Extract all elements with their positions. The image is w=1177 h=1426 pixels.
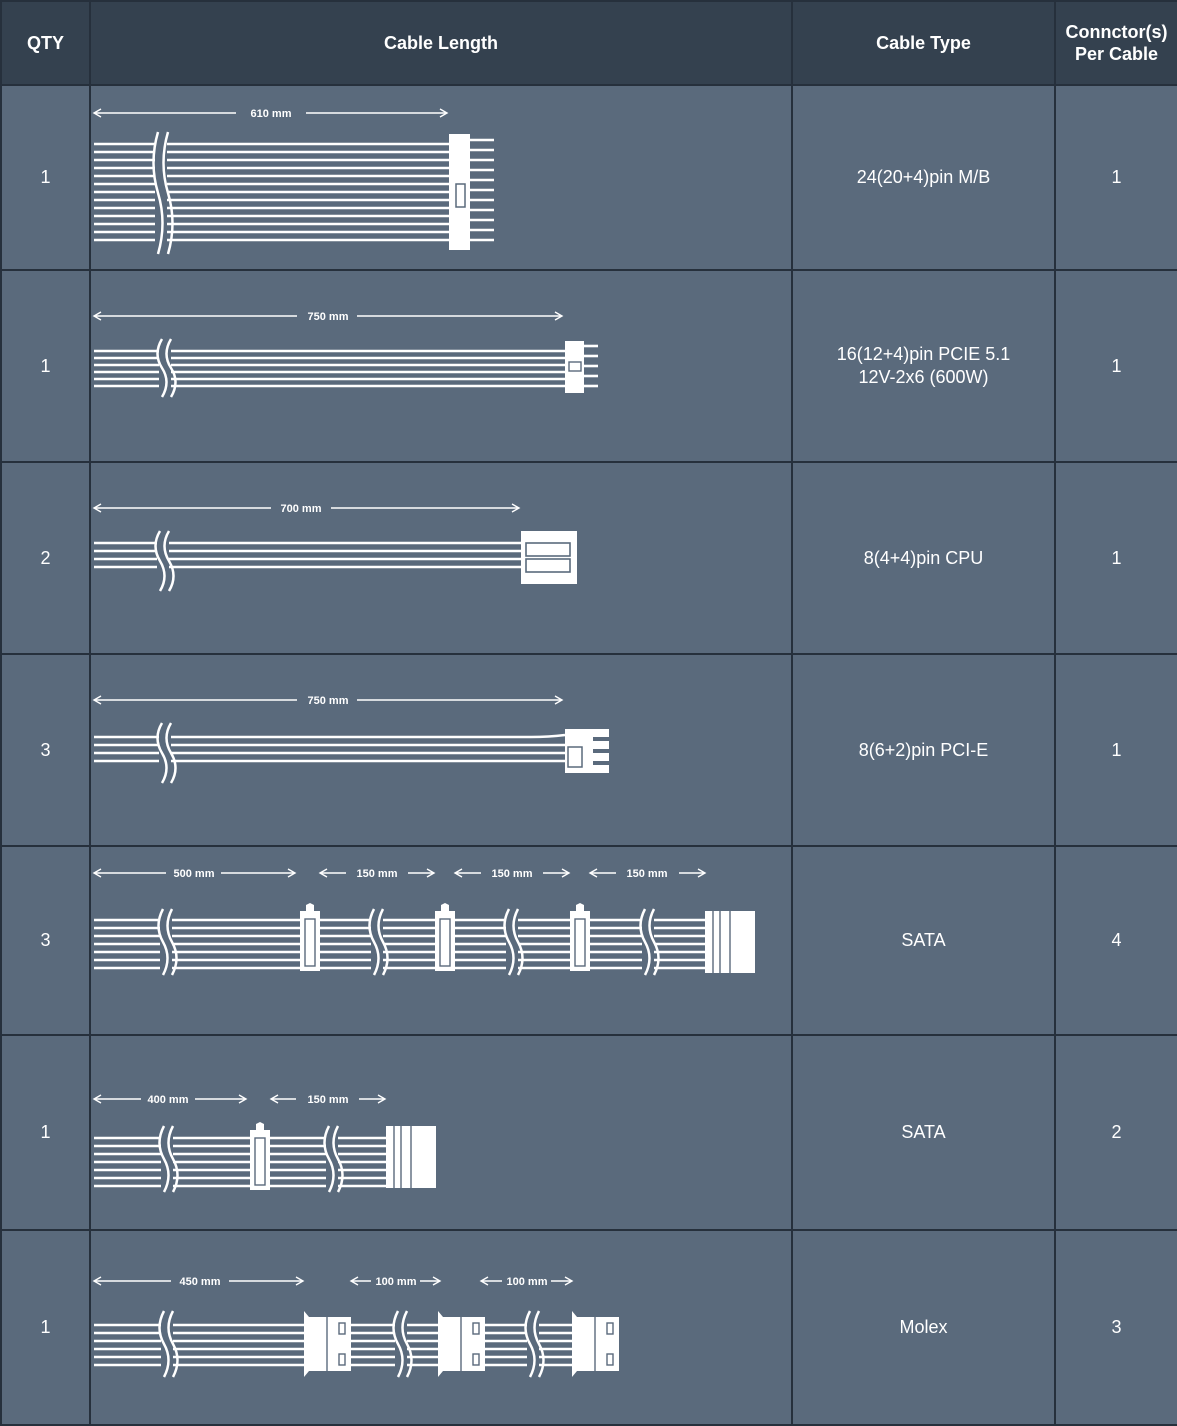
cable-type-cell: SATA [792,846,1055,1035]
cable-wires [94,144,451,240]
cable-length-cell [90,270,792,462]
cable-length-cell [90,85,792,270]
cable-type-cell: 16(12+4)pin PCIE 5.1 12V-2x6 (600W) [792,270,1055,462]
cable-break-marks [160,1311,544,1377]
cable-wires [94,1138,388,1186]
cable-break-mark [158,339,176,397]
length-label: 750 mm [307,311,349,323]
cable-length-cell [90,1230,792,1425]
connector-16pin [565,341,598,393]
length-label: 150 mm [491,868,533,880]
molex-connector [572,1311,619,1377]
length-label: 400 mm [147,1094,189,1106]
header-row [1,1,1177,85]
cable-type-cell: SATA [792,1035,1055,1230]
cable-type-cell: 24(20+4)pin M/B [792,85,1055,270]
table-row [1,654,1177,846]
sata-inline-connector [435,903,455,971]
cable-diagram-8pin-pcie [91,655,791,845]
qty-cell: 1 [1,270,90,462]
qty-cell: 1 [1,1035,90,1230]
header-cable-type: Cable Type [792,1,1055,85]
header-cable-length: Cable Length [90,1,792,85]
cable-diagram-16pin [91,271,791,461]
header-connectors-line-1: Connctor(s) [1065,22,1168,42]
cable-diagram-molex [91,1231,791,1424]
sata-inline-connector [570,903,590,971]
cable-type-cell: 8(4+4)pin CPU [792,462,1055,654]
length-label: 150 mm [307,1094,349,1106]
sata-inline-connector [250,1122,270,1190]
length-label: 450 mm [179,1276,221,1288]
header-connectors-per-cable [1055,1,1177,85]
molex-connector [304,1311,351,1377]
cable-diagram-8pin-cpu [91,463,791,653]
cable-break-mark [156,531,174,591]
sata-inline-connector [300,903,320,971]
table-row [1,1035,1177,1230]
header-qty: QTY [1,1,90,85]
connector-24pin [449,134,494,250]
molex-connector [438,1311,485,1377]
cable-length-cell [90,654,792,846]
connectors-cell: 1 [1055,270,1177,462]
qty-cell: 3 [1,846,90,1035]
length-label: 100 mm [375,1276,417,1288]
cable-diagram-sata-2 [91,1036,791,1229]
header-connectors-line-2: Per Cable [1074,44,1159,64]
length-label: 610 mm [250,108,292,120]
connectors-cell: 3 [1055,1230,1177,1425]
connector-8pin-cpu [521,531,577,584]
cable-length-cell [90,462,792,654]
table-row [1,270,1177,462]
sata-end-connector [386,1126,436,1188]
length-label: 150 mm [626,868,668,880]
cable-diagram-24pin [91,86,791,269]
qty-cell: 3 [1,654,90,846]
connectors-cell: 1 [1055,85,1177,270]
cable-length-cell [90,846,792,1035]
cable-diagram-sata-4 [91,847,791,1034]
cable-type-cell: Molex [792,1230,1055,1425]
qty-cell: 1 [1,85,90,270]
connectors-cell: 1 [1055,462,1177,654]
length-label: 700 mm [280,503,322,515]
cable-wires [94,920,707,968]
table-row [1,846,1177,1035]
qty-cell: 2 [1,462,90,654]
cable-type-cell: 8(6+2)pin PCI-E [792,654,1055,846]
connectors-cell: 2 [1055,1035,1177,1230]
cable-length-cell [90,1035,792,1230]
length-label: 500 mm [173,868,215,880]
table-row [1,85,1177,270]
sata-end-connector [705,911,755,973]
qty-cell: 1 [1,1230,90,1425]
connector-6plus2pin [565,729,609,773]
length-label: 100 mm [506,1276,548,1288]
length-label: 750 mm [307,695,349,707]
dimension-arrows [94,1277,572,1285]
table-row [1,462,1177,654]
table-row [1,1230,1177,1425]
connectors-cell: 4 [1055,846,1177,1035]
connectors-cell: 1 [1055,654,1177,846]
length-label: 150 mm [356,868,398,880]
